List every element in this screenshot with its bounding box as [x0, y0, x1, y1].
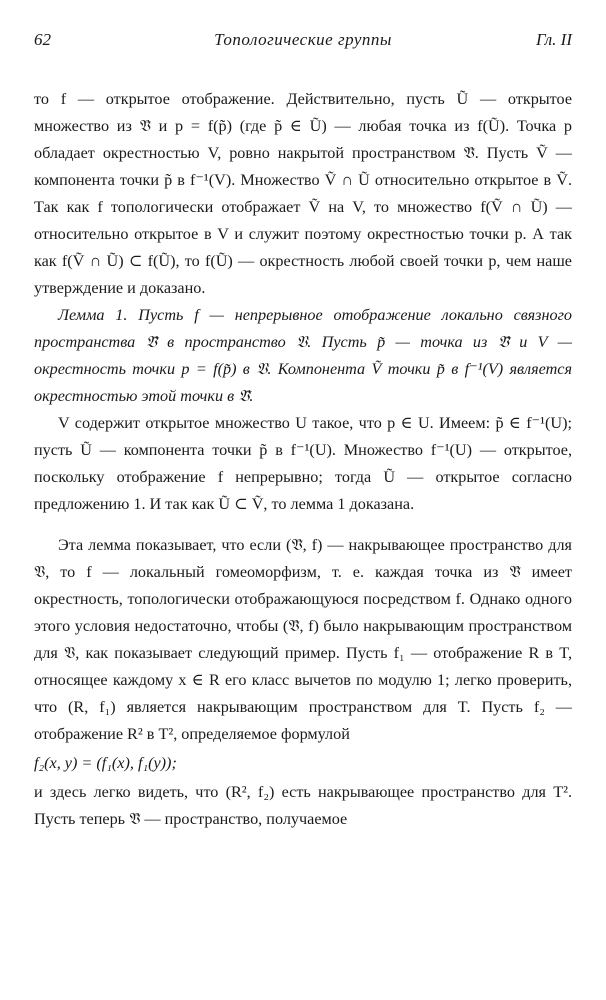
paragraph-lemma-proof: V содержит открытое множество U такое, что p ∈ U. Имеем: p̃ ∈ f⁻¹(U); пусть Ũ — компонента точки p̃ в f⁻¹(U). Множество f⁻¹(U) — открытое, поскольку отображение f непрерывно; тогда Ũ — открытое согласно предложению 1. И так как Ũ ⊂ Ṽ, то лемма 1 доказана.: [34, 414, 572, 513]
page-number: 62: [34, 30, 51, 49]
chapter-label: Гл. II: [535, 30, 572, 49]
paragraph-proof-end: то f — открытое отображение. Действительно, пусть Ũ — открытое множество из 𝔙̃ и p = f(p̃) (где p̃ ∈ Ũ) — любая точка из f(Ũ). Точка p обладает окрестностью V, ровно накрытой пространством 𝔙̃. Пусть Ṽ — компонента точки p̃ в f⁻¹(V). Множество Ṽ ∩ Ũ относительно открытое в Ṽ. Так как f топологически отображает Ṽ на V, то множество f(Ṽ ∩ Ũ) — относительно открытое в V и служит поэтому окрестностью точки p. А так как f(Ṽ ∩ Ũ) ⊂ f(Ũ), то f(Ũ) — окрестность любой своей точки p, чем наше утверждение и доказано.: [34, 90, 572, 297]
display-formula: f₂(x, y) = (f₁(x), f₁(y));: [34, 754, 177, 772]
page-body: [34, 86, 572, 833]
paragraph-example: Эта лемма показывает, что если (𝔙̃, f) — накрывающее пространство для 𝔙, то f — локальный гомеоморфизм, т. е. каждая точка из 𝔙̃ имеет окрестность, топологически отображающуюся посредством f. Однако одного этого условия недостаточно, чтобы (𝔙̃, f) было накрывающим пространством для 𝔙, как показывает следующий пример. Пусть f₁ — отображение R в T, относящее каждому x ∈ R его класс вычетов по модулю 1; легко проверить, что (R, f₁) является накрывающим пространством для T. Пусть f₂ — отображение R² в T², определяемое формулой: [34, 536, 572, 743]
paragraph-lemma-1: Лемма 1. Пусть f — непрерывное отображение локально связного пространства 𝔙̃ в пространство 𝔙. Пусть p̃ — точка из 𝔙̃ и V — окрестность точки p = f(p̃) в 𝔙. Компонента Ṽ точки p̃ в f⁻¹(V) является окрестностью этой точки в 𝔙̃.: [34, 306, 572, 405]
running-title: Топологические группы: [214, 30, 392, 49]
paragraph-continuation: и здесь легко видеть, что (R², f₂) есть накрывающее пространство для T². Пусть теперь 𝔙̃ — пространство, получаемое: [34, 783, 572, 828]
running-header: [34, 30, 572, 52]
